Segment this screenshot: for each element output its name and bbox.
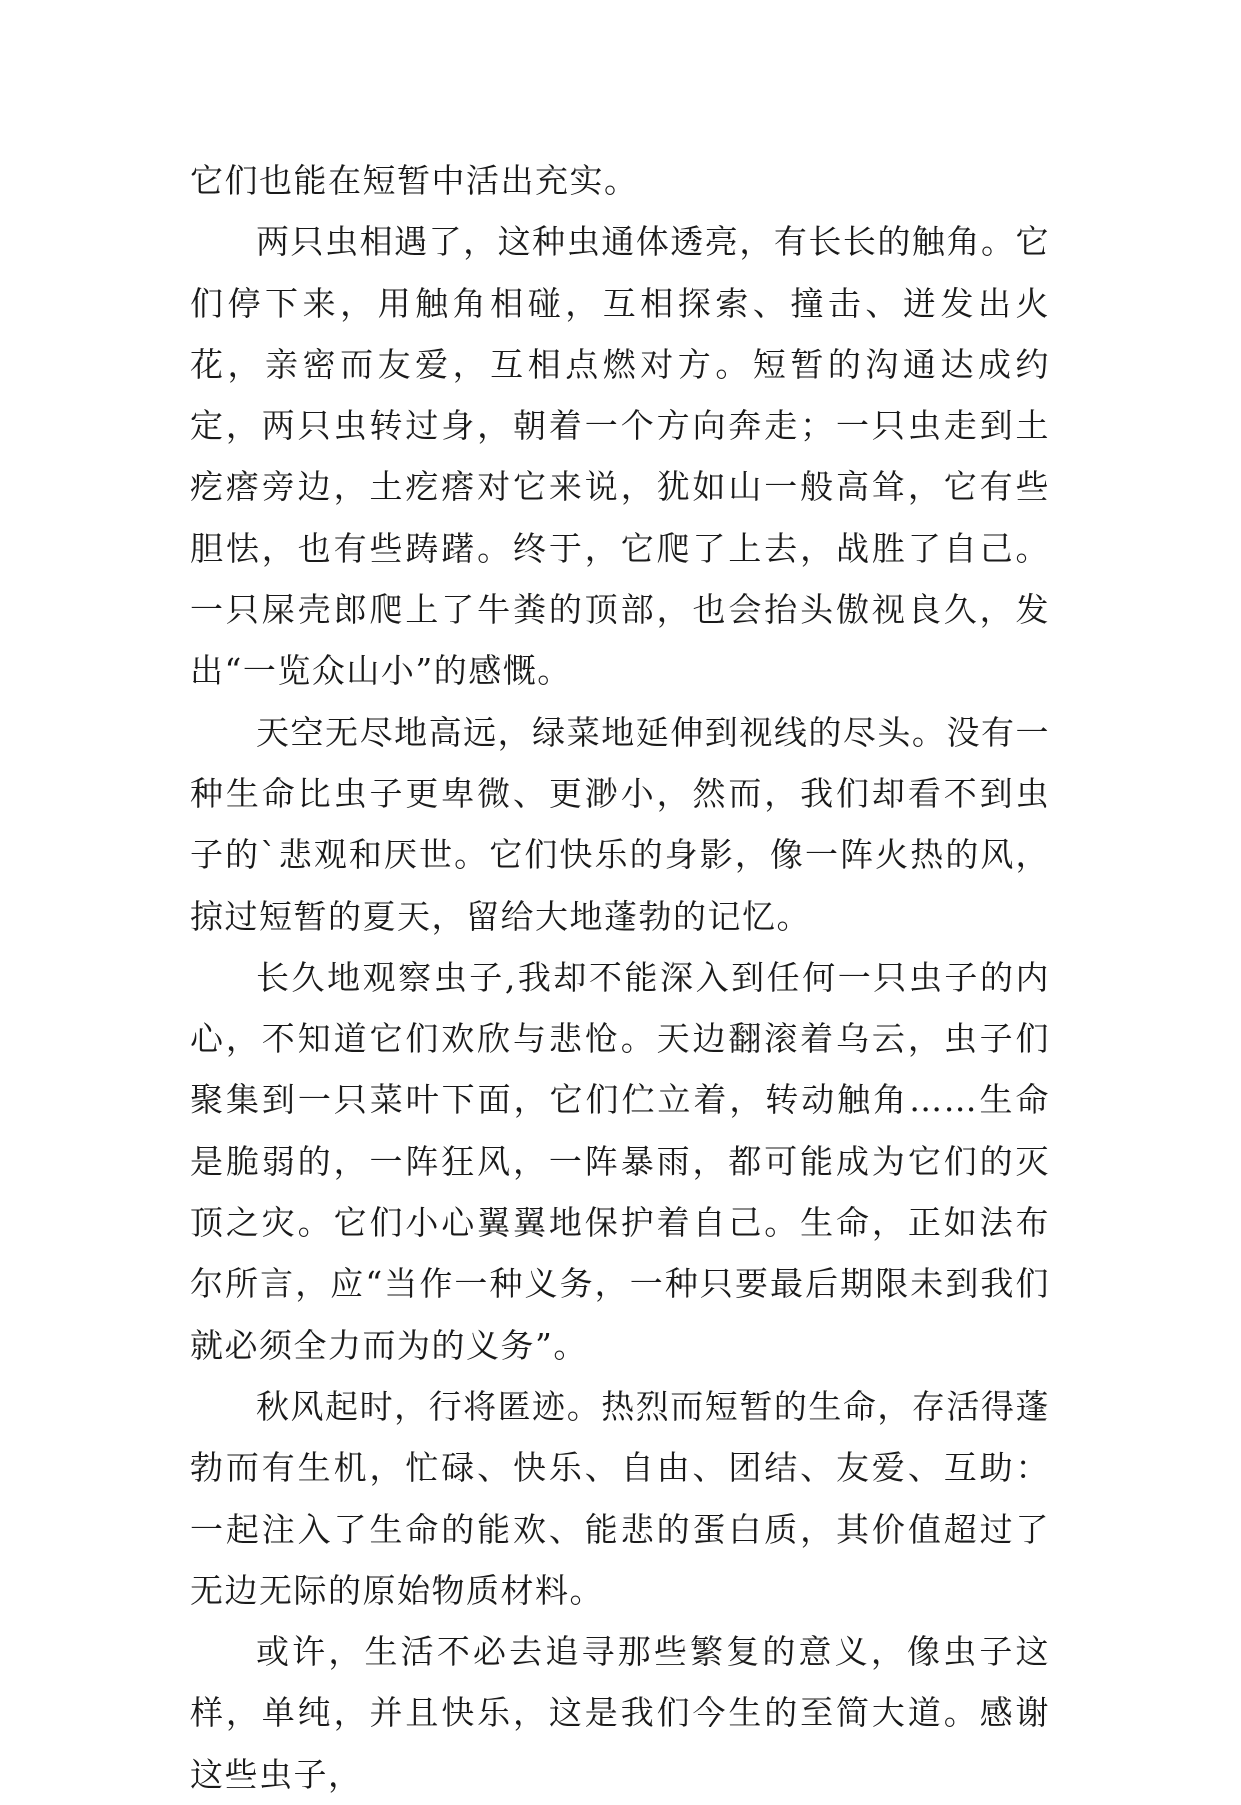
paragraph: 两只虫相遇了，这种虫通体透亮，有长长的触角。它们停下来，用触角相碰，互相探索、撞击、迸发出火花，亲密而友爱，互相点燃对方。短暂的沟通达成约定，两只虫转过身，朝着一个方向奔走；一只虫走到土疙瘩旁边，土疙瘩对它来说，犹如山一般高耸，它有些胆怯，也有些踌躇。终于，它爬了上去，战胜了自己。一只屎壳郎爬上了牛粪的顶部，也会抬头傲视良久，发出“一览众山小”的感慨。 [190, 222, 1050, 691]
paragraph: 它们也能在短暂中活出充实。 [190, 161, 639, 200]
paragraph: 天空无尽地高远，绿菜地延伸到视线的尽头。没有一种生命比虫子更卑微、更渺小，然而，我们却看不到虫子的`悲观和厌世。它们快乐的身影，像一阵火热的风，掠过短暂的夏天，留给大地蓬勃的记忆。 [190, 712, 1050, 936]
paragraph: 秋风起时，行将匿迹。热烈而短暂的生命，存活得蓬勃而有生机，忙碌、快乐、自由、团结、友爱、互助：一起注入了生命的能欢、能悲的蛋白质，其价值超过了无边无际的原始物质材料。 [190, 1386, 1050, 1610]
paragraph: 长久地观察虫子,我却不能深入到任何一只虫子的内心，不知道它们欢欣与悲怆。天边翻滚着乌云，虫子们聚集到一只菜叶下面，它们伫立着，转动触角……生命是脆弱的，一阵狂风，一阵暴雨，都可能成为它们的灭顶之灾。它们小心翼翼地保护着自己。生命，正如法布尔所言，应“当作一种义务，一种只要最后期限未到我们就必须全力而为的义务”。 [190, 957, 1050, 1365]
body-text [190, 150, 1050, 1805]
paragraph: 或许，生活不必去追寻那些繁复的意义，像虫子这样，单纯，并且快乐，这是我们今生的至简大道。感谢这些虫子， [190, 1632, 1050, 1794]
